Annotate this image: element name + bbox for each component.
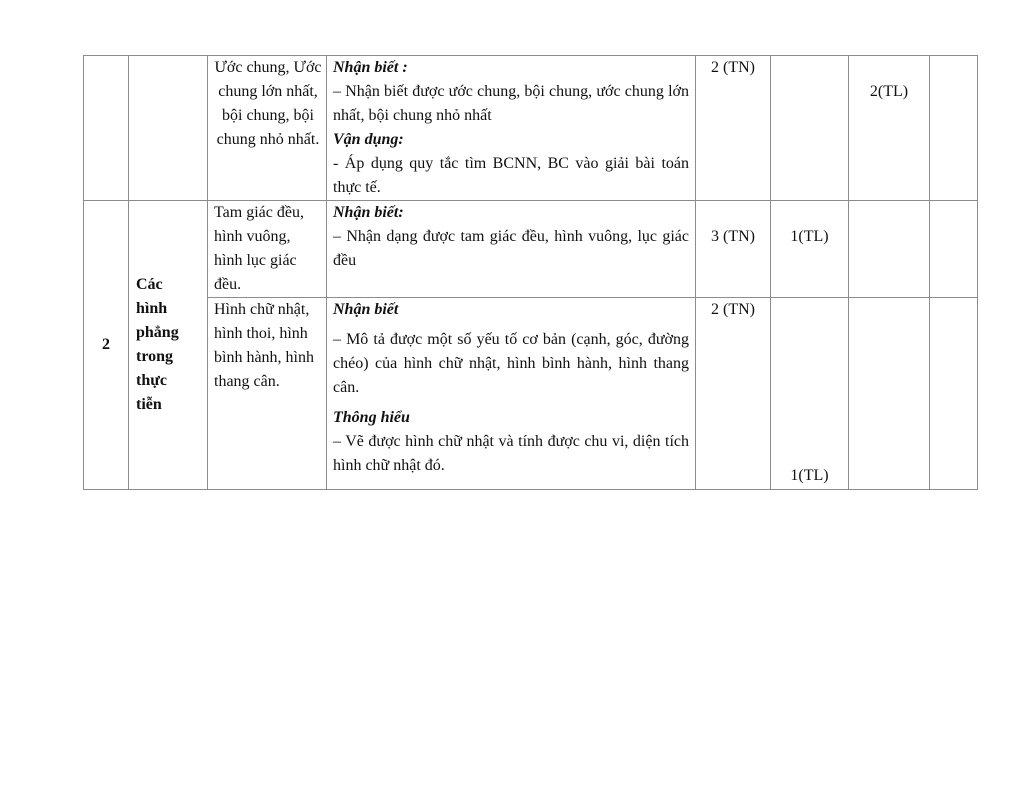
requirement-cell	[327, 298, 696, 490]
count-van-dung-cao	[930, 56, 978, 201]
requirement-text: – Nhận dạng được tam giác đều, hình vuông, lục giác đều	[333, 228, 689, 269]
topic-name	[129, 201, 208, 490]
topic-number: 2	[84, 201, 129, 490]
count-nhan-biet	[696, 201, 771, 298]
count-thong-hieu-value: 1(TL)	[790, 467, 829, 484]
requirement-cell	[327, 56, 696, 201]
count-nhan-biet: 2 (TN)	[696, 298, 771, 490]
requirement-text: – Nhận biết được ước chung, bội chung, ước chung lớn nhất, bội chung nhỏ nhất	[333, 83, 689, 124]
requirement-text: - Áp dụng quy tắc tìm BCNN, BC vào giải bài toán thực tế.	[333, 155, 689, 196]
count-thong-hieu	[771, 201, 849, 298]
topic-name-text: Các hình phẳng trong thực tiễn	[136, 276, 179, 413]
cell-topic-empty	[129, 56, 208, 201]
content-label: Ước chung, Ước chung lớn nhất, bội chung, bội chung nhỏ nhất.	[214, 59, 322, 148]
content-label: Tam giác đều, hình vuông, hình lục giác đều.	[214, 204, 304, 293]
level-heading: Vận dụng:	[333, 131, 404, 148]
requirement-cell	[327, 201, 696, 298]
count-nhan-biet: 2 (TN)	[696, 56, 771, 201]
count-nhan-biet-value: 3 (TN)	[711, 228, 755, 245]
requirement-text: – Mô tả được một số yếu tố cơ bản (cạnh, góc, đường chéo) của hình chữ nhật, hình bình hành, hình thang cân.	[333, 331, 689, 396]
cell-number-empty	[84, 56, 129, 201]
level-heading: Thông hiểu	[333, 409, 410, 426]
count-van-dung	[849, 201, 930, 298]
count-van-dung	[849, 298, 930, 490]
table-row	[84, 56, 978, 201]
count-thong-hieu	[771, 298, 849, 490]
content-cell	[208, 298, 327, 490]
count-thong-hieu	[771, 56, 849, 201]
requirement-text: – Vẽ được hình chữ nhật và tính được chu vi, diện tích hình chữ nhật đó.	[333, 433, 689, 474]
count-van-dung-cao	[930, 298, 978, 490]
content-cell	[208, 201, 327, 298]
level-heading: Nhận biết	[333, 301, 399, 318]
assessment-matrix-table	[83, 55, 978, 490]
level-heading: Nhận biết :	[333, 59, 408, 76]
content-cell	[208, 56, 327, 201]
count-van-dung	[849, 56, 930, 201]
count-van-dung-value: 2(TL)	[869, 83, 909, 100]
table-row	[84, 298, 978, 490]
content-label: Hình chữ nhật, hình thoi, hình bình hành, hình thang cân.	[214, 301, 314, 390]
table-row	[84, 201, 978, 298]
level-heading: Nhận biết:	[333, 204, 404, 221]
count-van-dung-cao	[930, 201, 978, 298]
count-thong-hieu-value: 1(TL)	[790, 228, 829, 245]
